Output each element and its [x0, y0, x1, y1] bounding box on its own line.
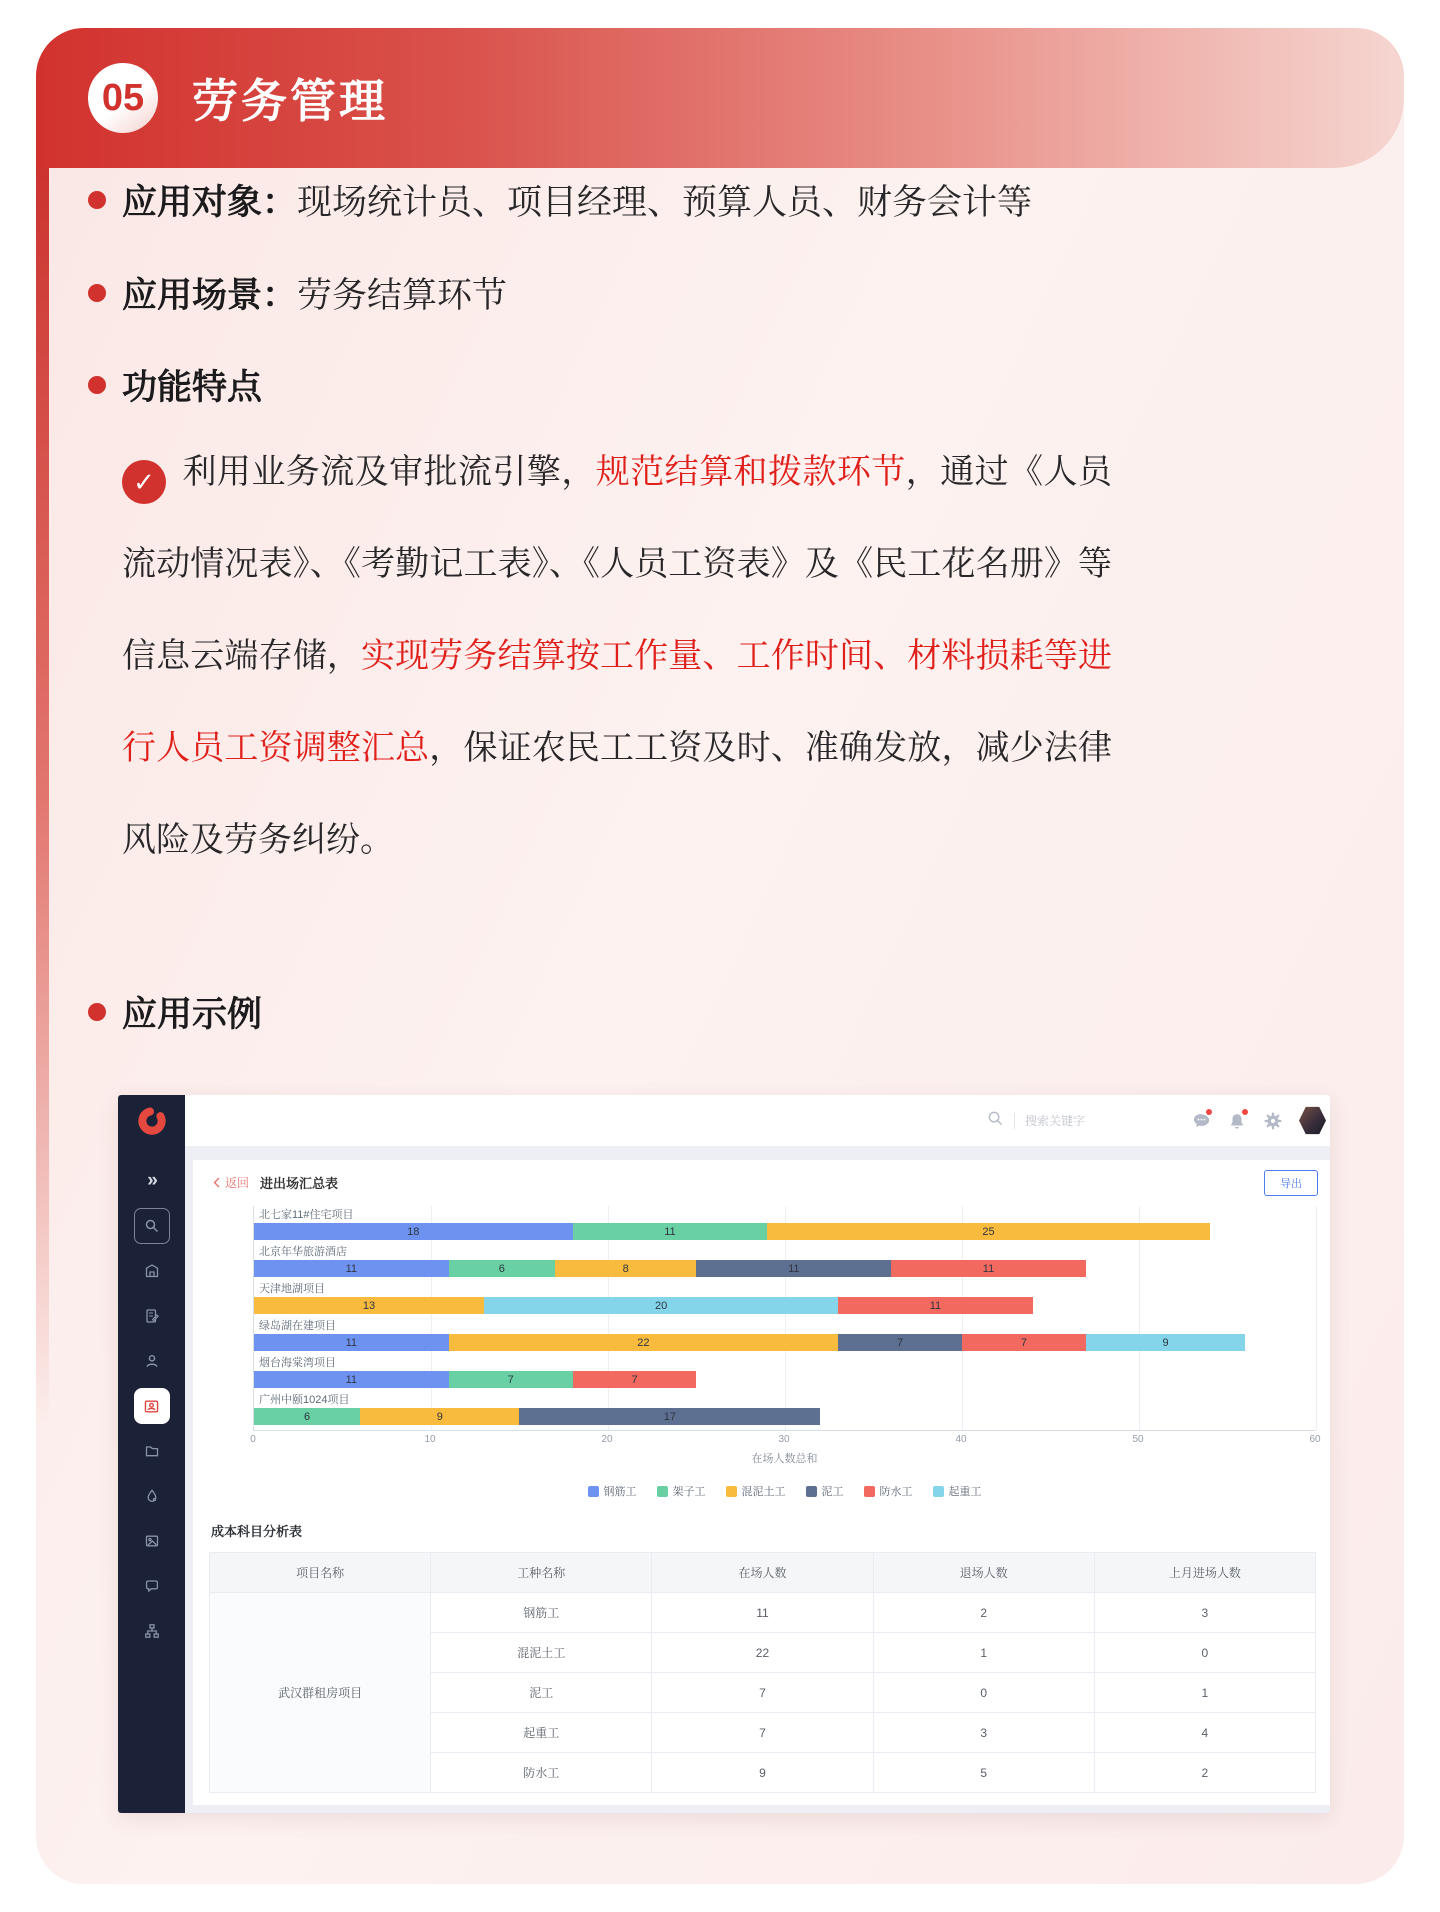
stacked-bar — [254, 1334, 1316, 1351]
table-cell: 7 — [652, 1673, 873, 1713]
search-icon — [987, 1110, 1004, 1132]
chart-row — [254, 1319, 1316, 1356]
chart-row — [254, 1245, 1316, 1282]
bar-segment-钢筋工: 11 — [254, 1371, 449, 1388]
table-header-cell: 退场人数 — [873, 1553, 1094, 1593]
project-label: 北七家11#住宅项目 — [259, 1209, 354, 1221]
table-cell: 起重工 — [431, 1713, 652, 1753]
export-button[interactable]: 导出 — [1264, 1170, 1318, 1196]
x-axis-ticks — [250, 1431, 1321, 1446]
panel-header — [209, 1160, 1316, 1192]
bullet-scene — [88, 265, 507, 321]
legend-swatch — [657, 1486, 668, 1497]
back-link[interactable] — [213, 1174, 249, 1191]
bar-segment-泥工: 7 — [838, 1334, 962, 1351]
panel-title: 进出场汇总表 — [260, 1176, 339, 1191]
paragraph-segment-highlighted: 实现劳务结算按工作量、工作时间、材料损耗等进行人员工资调整汇总 — [122, 637, 1112, 767]
bar-segment-防水工: 7 — [962, 1334, 1086, 1351]
bullet-target-text: 现场统计员、项目经理、预算人员、财务会计等 — [297, 183, 1033, 222]
bar-segment-架子工: 6 — [254, 1408, 360, 1425]
chart-plot-area — [253, 1206, 1316, 1431]
legend-label: 架子工 — [672, 1486, 706, 1498]
bar-segment-钢筋工: 18 — [254, 1223, 573, 1240]
sidebar-item-user[interactable] — [134, 1343, 170, 1379]
table-cell: 0 — [1094, 1633, 1315, 1673]
stacked-bar — [254, 1408, 1316, 1425]
bar-segment-起重工: 20 — [484, 1297, 838, 1314]
table-header-cell: 工种名称 — [431, 1553, 652, 1593]
project-label: 绿岛湖在建项目 — [259, 1320, 336, 1332]
legend-item-防水工[interactable] — [864, 1483, 913, 1499]
features-paragraph — [122, 426, 1112, 886]
legend-swatch — [806, 1486, 817, 1497]
user-avatar[interactable] — [1299, 1106, 1326, 1135]
dashboard-screenshot — [118, 1095, 1330, 1813]
bar-segment-防水工: 11 — [891, 1260, 1086, 1277]
stacked-bar — [254, 1223, 1316, 1240]
sidebar-item-folder[interactable] — [134, 1433, 170, 1469]
bar-segment-钢筋工: 11 — [254, 1334, 449, 1351]
table-header-cell: 在场人数 — [652, 1553, 873, 1593]
stacked-bar — [254, 1297, 1316, 1314]
table-cell: 钢筋工 — [431, 1593, 652, 1633]
project-label: 北京年华旅游酒店 — [259, 1246, 347, 1258]
table-cell: 5 — [873, 1753, 1094, 1793]
page-card — [36, 28, 1404, 1884]
table-cell: 2 — [873, 1593, 1094, 1633]
project-label: 烟台海棠湾项目 — [259, 1357, 336, 1369]
sidebar-item-search[interactable] — [134, 1208, 170, 1244]
bar-segment-混泥土工: 9 — [360, 1408, 519, 1425]
bar-segment-起重工: 9 — [1086, 1334, 1245, 1351]
x-tick-label: 0 — [250, 1434, 256, 1445]
dashboard-content — [185, 1147, 1330, 1813]
dashboard-topbar — [185, 1095, 1330, 1147]
notification-dot — [1206, 1109, 1212, 1115]
bullet-dot — [88, 284, 106, 302]
bar-segment-泥工: 11 — [696, 1260, 891, 1277]
gridline — [1316, 1206, 1317, 1430]
x-tick-label: 10 — [424, 1434, 436, 1445]
paragraph-segment-highlighted: 规范结算和拨款环节 — [595, 453, 906, 491]
project-name-cell: 武汉群租房项目 — [210, 1593, 431, 1793]
x-axis-label: 在场人数总和 — [751, 1453, 818, 1465]
table-cell: 混泥土工 — [431, 1633, 652, 1673]
bullet-dot — [88, 1003, 106, 1021]
bar-segment-架子工: 6 — [449, 1260, 555, 1277]
topbar-divider — [1014, 1113, 1015, 1129]
decorative-left-strip — [36, 166, 49, 1566]
project-label: 天津地湖项目 — [259, 1283, 325, 1295]
back-label: 返回 — [225, 1176, 250, 1190]
legend-item-钢筋工[interactable] — [588, 1483, 637, 1499]
messages-icon[interactable] — [1189, 1109, 1213, 1133]
bullet-example — [88, 984, 262, 1040]
table-cell: 1 — [873, 1633, 1094, 1673]
cost-table-title: 成本科目分析表 — [211, 1524, 303, 1539]
legend-label: 混泥土工 — [741, 1486, 786, 1498]
legend-item-泥工[interactable] — [806, 1483, 844, 1499]
bar-segment-架子工: 7 — [449, 1371, 573, 1388]
legend-label: 防水工 — [879, 1486, 913, 1498]
table-cell: 4 — [1094, 1713, 1315, 1753]
table-cell: 0 — [873, 1673, 1094, 1713]
bar-segment-泥工: 17 — [519, 1408, 820, 1425]
bullet-example-label: 应用示例 — [122, 995, 263, 1034]
bullet-features-label: 功能特点 — [122, 368, 263, 407]
table-header-cell: 项目名称 — [210, 1553, 431, 1593]
table-header-cell: 上月进场人数 — [1094, 1553, 1315, 1593]
sidebar-item-labor-active[interactable] — [134, 1388, 170, 1424]
summary-panel — [193, 1160, 1330, 1805]
legend-swatch — [588, 1486, 599, 1497]
bullet-dot — [88, 191, 106, 209]
bullet-scene-text: 劳务结算环节 — [297, 276, 508, 315]
legend-swatch — [726, 1486, 737, 1497]
sidebar-item-chat[interactable] — [134, 1568, 170, 1604]
x-tick-label: 50 — [1132, 1434, 1144, 1445]
legend-swatch — [933, 1486, 944, 1497]
table-cell: 1 — [1094, 1673, 1315, 1713]
chart-legend — [253, 1483, 1316, 1499]
legend-item-架子工[interactable] — [657, 1483, 706, 1499]
sidebar-icon-list — [134, 1163, 170, 1658]
check-circle-icon: ✓ — [122, 460, 166, 504]
entry-exit-chart — [250, 1206, 1321, 1499]
bullet-dot — [88, 376, 106, 394]
bar-segment-混泥土工: 13 — [254, 1297, 484, 1314]
dashboard-main — [185, 1095, 1330, 1813]
bullet-scene-label: 应用场景： — [122, 276, 298, 315]
paragraph-segment: ，通过《人员流动情况表》、《考勤记工表》、《人员工资表》及《民工花名册》等信息云端存储， — [122, 453, 1113, 675]
table-cell: 7 — [652, 1713, 873, 1753]
project-label: 广州中颐1024项目 — [259, 1394, 350, 1406]
section-number: 05 — [88, 63, 158, 133]
table-cell: 防水工 — [431, 1753, 652, 1793]
sidebar-item-document[interactable] — [134, 1298, 170, 1334]
table-cell: 3 — [873, 1713, 1094, 1753]
bullet-target — [88, 172, 1032, 228]
bar-segment-防水工: 7 — [573, 1371, 697, 1388]
app-logo-icon[interactable] — [118, 1095, 185, 1147]
x-tick-label: 40 — [955, 1434, 967, 1445]
x-tick-label: 20 — [601, 1434, 613, 1445]
legend-label: 泥工 — [821, 1486, 844, 1498]
sidebar-item-collapse[interactable]: » — [147, 1170, 156, 1191]
stacked-bar — [254, 1371, 1316, 1388]
legend-label: 钢筋工 — [603, 1486, 637, 1498]
bar-segment-混泥土工: 22 — [449, 1334, 838, 1351]
legend-label: 起重工 — [948, 1486, 982, 1498]
chevron-left-icon — [213, 1177, 220, 1188]
table-cell: 3 — [1094, 1593, 1315, 1633]
bar-segment-混泥土工: 25 — [767, 1223, 1210, 1240]
paragraph-segment: ，保证农民工工资及时、准确发放，减少法律风险及劳务纠纷。 — [122, 729, 1113, 859]
chart-row — [254, 1356, 1316, 1393]
paragraph-segment: 利用业务流及审批流引擎， — [182, 453, 596, 491]
page-title: 劳务管理 — [192, 75, 388, 127]
notification-dot — [1242, 1109, 1248, 1115]
table-cell: 11 — [652, 1593, 873, 1633]
table-cell: 22 — [652, 1633, 873, 1673]
sidebar-item-building[interactable] — [134, 1253, 170, 1289]
bar-segment-架子工: 11 — [573, 1223, 768, 1240]
chart-row — [254, 1393, 1316, 1430]
search-placeholder: 搜索关键字 — [1024, 1114, 1085, 1128]
table-cell: 9 — [652, 1753, 873, 1793]
legend-swatch — [864, 1486, 875, 1497]
x-tick-label: 30 — [778, 1434, 790, 1445]
bar-segment-钢筋工: 11 — [254, 1260, 449, 1277]
bar-segment-混泥土工: 8 — [555, 1260, 697, 1277]
dashboard-sidebar — [118, 1095, 185, 1813]
sidebar-item-org[interactable] — [134, 1613, 170, 1649]
table-row — [210, 1593, 1316, 1633]
legend-item-起重工[interactable] — [933, 1483, 982, 1499]
gear-icon[interactable] — [1261, 1109, 1285, 1133]
bullet-target-label: 应用对象： — [122, 183, 298, 222]
chart-row — [254, 1208, 1316, 1245]
chart-row — [254, 1282, 1316, 1319]
table-cell: 2 — [1094, 1753, 1315, 1793]
search-field[interactable] — [987, 1110, 1085, 1132]
legend-item-混泥土工[interactable] — [726, 1483, 786, 1499]
sidebar-item-drop[interactable] — [134, 1478, 170, 1514]
section-header-band — [36, 28, 1404, 168]
cost-analysis-table — [209, 1552, 1316, 1793]
bell-icon[interactable] — [1225, 1109, 1249, 1133]
bullet-features — [88, 357, 262, 413]
sidebar-item-gallery[interactable] — [134, 1523, 170, 1559]
bar-segment-防水工: 11 — [838, 1297, 1033, 1314]
table-cell: 泥工 — [431, 1673, 652, 1713]
x-tick-label: 60 — [1309, 1434, 1321, 1445]
stacked-bar — [254, 1260, 1316, 1277]
